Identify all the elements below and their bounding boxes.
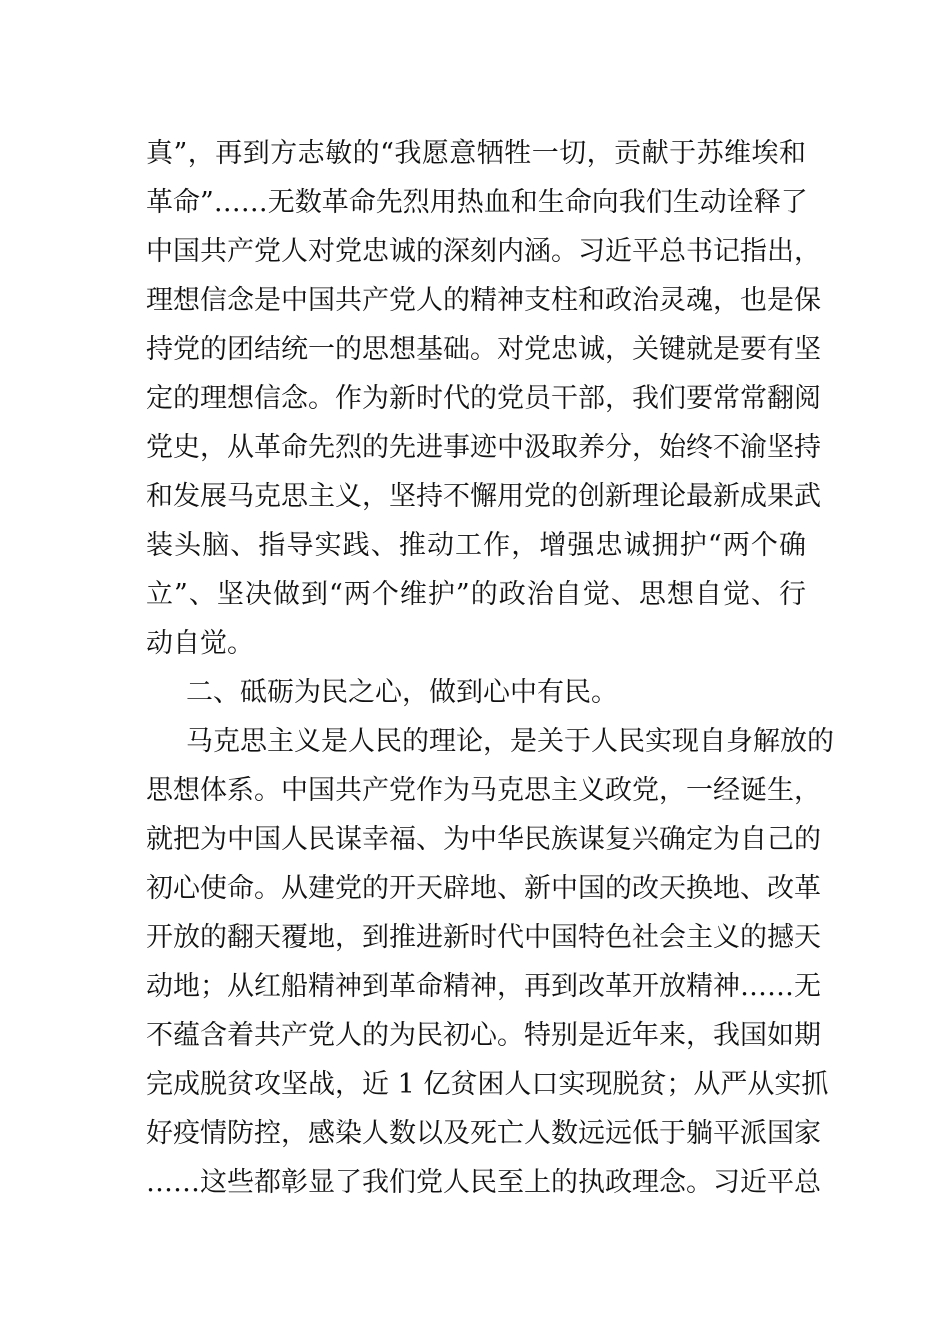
body-text-line: 动自觉。 [146,628,254,659]
body-text-line: 就把为中国人民谋幸福、为中华民族谋复兴确定为自己的 [146,824,821,855]
body-text-line: 不蕴含着共产党人的为民初心。特别是近年来，我国如期 [146,1020,821,1051]
body-text-line: 立”、坚决做到“两个维护”的政治自觉、思想自觉、行 [146,579,806,610]
body-text-line: 开放的翻天覆地，到推进新时代中国特色社会主义的撼天 [146,922,821,953]
section-heading: 二、砥砺为民之心，做到心中有民。 [186,677,618,708]
body-text-line: 真”，再到方志敏的“我愿意牺牲一切，贡献于苏维埃和 [146,138,806,169]
body-text-line: 理想信念是中国共产党人的精神支柱和政治灵魂，也是保 [146,285,821,316]
body-text-line: ……这些都彰显了我们党人民至上的执政理念。习近平总 [146,1167,821,1198]
body-text-line: 马克思主义是人民的理论，是关于人民实现自身解放的 [186,726,834,757]
body-text-line: 动地；从红船精神到革命精神，再到改革开放精神……无 [146,971,821,1002]
body-text-line: 好疫情防控，感染人数以及死亡人数远远低于躺平派国家 [146,1118,821,1149]
body-text-line: 党史，从革命先烈的先进事迹中汲取养分，始终不渝坚持 [146,432,821,463]
body-text-line: 初心使命。从建党的开天辟地、新中国的改天换地、改革 [146,873,821,904]
body-text-line: 革命”……无数革命先烈用热血和生命向我们生动诠释了 [146,187,808,218]
body-text-line: 中国共产党人对党忠诚的深刻内涵。习近平总书记指出， [146,236,821,267]
body-text-line: 思想体系。中国共产党作为马克思主义政党，一经诞生， [146,775,821,806]
body-text-line: 持党的团结统一的思想基础。对党忠诚，关键就是要有坚 [146,334,821,365]
body-text-line: 装头脑、指导实践、推动工作，增强忠诚拥护“两个确 [146,530,806,561]
body-text-line: 定的理想信念。作为新时代的党员干部，我们要常常翻阅 [146,383,821,414]
body-text-line: 和发展马克思主义，坚持不懈用党的创新理论最新成果武 [146,481,821,512]
body-text-line: 完成脱贫攻坚战，近 1 亿贫困人口实现脱贫；从严从实抓 [146,1069,829,1100]
